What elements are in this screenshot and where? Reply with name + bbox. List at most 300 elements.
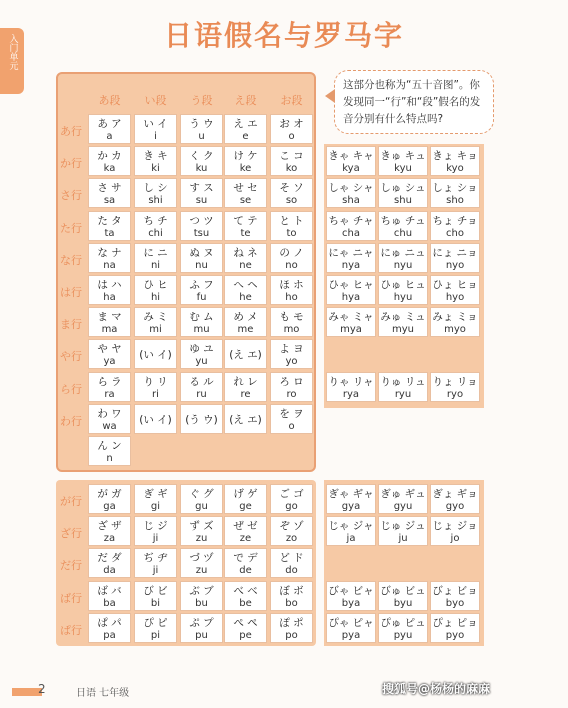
yoon-cell bbox=[326, 211, 376, 241]
kana-cell bbox=[134, 178, 177, 208]
kana-text: ぴょ ピョ bbox=[432, 616, 478, 629]
romaji-text: pyu bbox=[393, 629, 413, 641]
romaji-text: da bbox=[103, 565, 116, 577]
kana-text: ぶ ブ bbox=[189, 584, 214, 597]
romaji-text: ryu bbox=[394, 388, 412, 400]
kana-text: じゅ ジュ bbox=[380, 520, 426, 533]
romaji-text: ni bbox=[150, 259, 161, 271]
romaji-text: kya bbox=[342, 163, 360, 175]
kana-cell bbox=[224, 613, 267, 643]
romaji-text: kyo bbox=[446, 163, 464, 175]
romaji-text: hya bbox=[341, 292, 361, 303]
romaji-text: o bbox=[288, 131, 295, 142]
row-label: ざ行 bbox=[60, 527, 82, 541]
romaji-text: bo bbox=[285, 597, 298, 609]
row-label: ま行 bbox=[60, 318, 82, 332]
row-label: や行 bbox=[60, 350, 82, 364]
kana-cell bbox=[180, 339, 223, 369]
kana-text: へ ヘ bbox=[233, 279, 258, 291]
kana-cell bbox=[134, 146, 177, 176]
kana-cell bbox=[88, 146, 131, 176]
kana-cell bbox=[180, 581, 223, 611]
romaji-text: pu bbox=[195, 629, 208, 641]
kana-text: こ コ bbox=[279, 150, 304, 163]
romaji-text: ka bbox=[103, 163, 116, 175]
kana-text: ご ゴ bbox=[279, 488, 304, 500]
row-label: ば行 bbox=[60, 591, 82, 605]
kana-text: ちょ チョ bbox=[432, 214, 478, 227]
kana-text: きゃ キャ bbox=[328, 150, 374, 163]
kana-text: ん ン bbox=[97, 440, 122, 452]
kana-text: じょ ジョ bbox=[432, 520, 478, 533]
kana-cell bbox=[134, 404, 177, 434]
kana-text: る ル bbox=[189, 375, 214, 388]
kana-text: ひゅ ヒュ bbox=[380, 279, 426, 291]
romaji-text: gi bbox=[150, 501, 161, 512]
romaji-text: ta bbox=[104, 227, 115, 239]
kana-cell bbox=[134, 307, 177, 337]
kana-cell bbox=[134, 275, 177, 305]
yoon-cell bbox=[326, 484, 376, 514]
yoon-cell bbox=[430, 516, 480, 546]
kana-text: と ト bbox=[279, 214, 304, 227]
kana-text: ま マ bbox=[97, 311, 122, 324]
yoon-cell bbox=[430, 275, 480, 305]
kana-cell bbox=[270, 404, 313, 434]
romaji-text: ku bbox=[195, 163, 208, 175]
kana-cell bbox=[180, 275, 223, 305]
kana-cell bbox=[134, 484, 177, 514]
kana-cell bbox=[134, 211, 177, 241]
yoon-cell bbox=[326, 243, 376, 273]
kana-text: は ハ bbox=[97, 279, 122, 291]
romaji-text: ya bbox=[103, 356, 116, 368]
kana-cell bbox=[224, 211, 267, 241]
kana-text: ひゃ ヒャ bbox=[328, 279, 374, 291]
kana-text: の ノ bbox=[279, 246, 304, 259]
romaji-text: byo bbox=[445, 597, 465, 609]
kana-text: つ ツ bbox=[189, 214, 214, 227]
kana-text: て テ bbox=[233, 214, 258, 227]
row-label: な行 bbox=[60, 253, 82, 267]
kana-cell bbox=[224, 548, 267, 578]
kana-text: ひ ヒ bbox=[143, 279, 168, 291]
romaji-text: po bbox=[285, 629, 298, 641]
kana-cell bbox=[270, 275, 313, 305]
kana-text: べ ベ bbox=[233, 584, 258, 597]
kana-text: きょ キョ bbox=[432, 150, 478, 163]
romaji-text: ryo bbox=[446, 388, 464, 400]
row-label: わ行 bbox=[60, 414, 82, 428]
yoon-cell bbox=[326, 372, 376, 402]
romaji-text: hyu bbox=[393, 292, 413, 303]
kana-text: み ミ bbox=[143, 311, 168, 324]
romaji-text: no bbox=[285, 259, 298, 271]
romaji-text: rya bbox=[342, 388, 360, 400]
kana-text: ね ネ bbox=[233, 246, 258, 259]
kana-text: にゃ ニャ bbox=[328, 246, 374, 259]
yoon-cell bbox=[378, 484, 428, 514]
kana-text: ぺ ペ bbox=[233, 616, 258, 629]
kana-text: た タ bbox=[97, 214, 122, 227]
kana-text: ぢ ヂ bbox=[143, 552, 168, 565]
romaji-text: ra bbox=[104, 388, 115, 400]
kana-cell bbox=[180, 307, 223, 337]
romaji-text: sho bbox=[446, 195, 464, 207]
yoon-cell bbox=[326, 581, 376, 611]
kana-cell bbox=[180, 484, 223, 514]
kana-text: ぽ ポ bbox=[279, 616, 304, 629]
kana-text: が ガ bbox=[97, 488, 122, 500]
yoon-cell bbox=[378, 243, 428, 273]
kana-text: (え エ) bbox=[229, 349, 262, 362]
kana-text: りゅ リュ bbox=[380, 375, 426, 388]
kana-text: ぴゃ ピャ bbox=[328, 616, 374, 629]
romaji-text: mya bbox=[340, 324, 362, 336]
kana-cell bbox=[180, 114, 223, 144]
romaji-text: bu bbox=[195, 597, 208, 609]
kana-text: わ ワ bbox=[97, 407, 122, 420]
kana-cell bbox=[134, 339, 177, 369]
kana-cell bbox=[88, 484, 131, 514]
romaji-text: me bbox=[237, 324, 254, 336]
romaji-text: a bbox=[106, 131, 113, 142]
romaji-text: ju bbox=[398, 533, 408, 545]
kana-text: え エ bbox=[233, 118, 258, 130]
romaji-text: ru bbox=[196, 388, 207, 400]
kana-text: ぴ ピ bbox=[143, 616, 168, 629]
romaji-text: i bbox=[154, 131, 157, 142]
romaji-text: pe bbox=[239, 629, 252, 641]
row-label: ぱ行 bbox=[60, 623, 82, 637]
romaji-text: shi bbox=[148, 195, 163, 207]
romaji-text: de bbox=[239, 565, 252, 577]
romaji-text: gyu bbox=[393, 501, 413, 512]
kana-cell bbox=[134, 372, 177, 402]
romaji-text: byu bbox=[393, 597, 413, 609]
kana-text: ち チ bbox=[143, 214, 168, 227]
kana-cell bbox=[270, 114, 313, 144]
romaji-text: wa bbox=[102, 420, 117, 432]
kana-text: ふ フ bbox=[189, 279, 214, 291]
kana-cell bbox=[180, 243, 223, 273]
kana-text: い イ bbox=[143, 118, 168, 130]
romaji-text: yu bbox=[195, 356, 208, 368]
romaji-text: u bbox=[198, 131, 205, 142]
kana-cell bbox=[180, 372, 223, 402]
row-label: だ行 bbox=[60, 559, 82, 573]
kana-text: (え エ) bbox=[229, 413, 262, 426]
kana-cell bbox=[88, 114, 131, 144]
romaji-text: re bbox=[240, 388, 251, 400]
kana-text: ず ズ bbox=[189, 520, 214, 533]
romaji-text: zu bbox=[195, 565, 208, 577]
romaji-text: go bbox=[285, 501, 298, 512]
kana-text: れ レ bbox=[233, 375, 258, 388]
yoon-cell bbox=[430, 243, 480, 273]
row-label: は行 bbox=[60, 286, 82, 299]
watermark: 搜狐号@杨杨的麻麻 bbox=[382, 682, 491, 696]
kana-text: じ ジ bbox=[143, 520, 168, 533]
kana-cell bbox=[224, 307, 267, 337]
romaji-text: pi bbox=[150, 629, 161, 641]
romaji-text: ze bbox=[239, 533, 252, 545]
kana-cell bbox=[88, 243, 131, 273]
yoon-cell bbox=[430, 581, 480, 611]
romaji-text: ji bbox=[152, 533, 159, 545]
kana-cell bbox=[180, 548, 223, 578]
romaji-text: nyu bbox=[393, 259, 413, 271]
kana-text: か カ bbox=[97, 150, 122, 163]
kana-text: ら ラ bbox=[97, 375, 122, 388]
kana-cell bbox=[180, 211, 223, 241]
kana-text: ざ ザ bbox=[97, 520, 122, 533]
kana-text: び ビ bbox=[143, 584, 168, 597]
romaji-text: mu bbox=[193, 324, 210, 336]
romaji-text: do bbox=[285, 565, 298, 577]
romaji-text: gyo bbox=[445, 501, 465, 512]
kana-text: びゃ ビャ bbox=[328, 584, 374, 597]
kana-cell bbox=[224, 243, 267, 273]
romaji-text: pyo bbox=[445, 629, 465, 641]
kana-text: みょ ミョ bbox=[432, 311, 478, 324]
kana-text: しゅ シュ bbox=[380, 182, 426, 195]
row-label: ら行 bbox=[60, 382, 82, 396]
kana-cell bbox=[180, 613, 223, 643]
kana-cell bbox=[88, 307, 131, 337]
romaji-text: to bbox=[286, 227, 297, 239]
romaji-text: o bbox=[288, 420, 295, 432]
romaji-text: ke bbox=[239, 163, 252, 175]
romaji-text: pa bbox=[103, 629, 116, 641]
kana-text: びょ ビョ bbox=[432, 584, 478, 597]
kana-text: く ク bbox=[189, 150, 214, 163]
kana-cell bbox=[88, 436, 131, 466]
romaji-text: ne bbox=[239, 259, 252, 271]
kana-text: む ム bbox=[189, 311, 214, 324]
kana-text: ぎゃ ギャ bbox=[328, 488, 374, 500]
yoon-cell bbox=[430, 178, 480, 208]
kana-cell bbox=[224, 484, 267, 514]
kana-text: げ ゲ bbox=[233, 488, 258, 500]
kana-text: じゃ ジャ bbox=[328, 520, 374, 533]
romaji-text: mi bbox=[149, 324, 162, 336]
yoon-cell bbox=[326, 178, 376, 208]
kana-cell bbox=[88, 404, 131, 434]
kana-text: お オ bbox=[279, 118, 304, 130]
romaji-text: nu bbox=[195, 259, 208, 271]
kana-text: ぬ ヌ bbox=[189, 246, 214, 259]
unit-side-tab-label: 入门单元 bbox=[7, 34, 18, 70]
kana-text: さ サ bbox=[97, 182, 122, 195]
kana-text: ぼ ボ bbox=[279, 584, 304, 597]
kana-cell bbox=[270, 307, 313, 337]
kana-text: びゅ ビュ bbox=[380, 584, 426, 597]
kana-cell bbox=[224, 178, 267, 208]
romaji-text: hyo bbox=[445, 292, 465, 303]
romaji-text: ga bbox=[103, 501, 116, 512]
yoon-cell bbox=[430, 372, 480, 402]
page-number: 2 bbox=[38, 682, 46, 696]
kana-text: ぷ プ bbox=[189, 616, 214, 629]
kana-cell bbox=[270, 581, 313, 611]
yoon-cell bbox=[430, 146, 480, 176]
kana-text: きゅ キュ bbox=[380, 150, 426, 163]
kana-text: りょ リョ bbox=[432, 375, 478, 388]
kana-cell bbox=[224, 146, 267, 176]
kana-cell bbox=[88, 372, 131, 402]
romaji-text: n bbox=[106, 453, 113, 464]
kana-cell bbox=[88, 211, 131, 241]
kana-cell bbox=[224, 275, 267, 305]
romaji-text: yo bbox=[285, 356, 298, 368]
row-label: が行 bbox=[60, 495, 82, 508]
kana-text: りゃ リャ bbox=[328, 375, 374, 388]
kana-text: に ニ bbox=[143, 246, 168, 259]
kana-text: づ ヅ bbox=[189, 552, 214, 565]
kana-text: ぜ ゼ bbox=[233, 520, 258, 533]
romaji-text: na bbox=[103, 259, 116, 271]
kana-cell bbox=[270, 516, 313, 546]
yoon-cell bbox=[378, 372, 428, 402]
kana-text: あ ア bbox=[97, 118, 122, 130]
row-label: さ行 bbox=[60, 189, 82, 203]
yoon-cell bbox=[326, 275, 376, 305]
kana-cell bbox=[134, 548, 177, 578]
kana-cell bbox=[224, 372, 267, 402]
yoon-cell bbox=[430, 307, 480, 337]
page-title: 日语假名与罗马字 bbox=[163, 19, 404, 52]
romaji-text: gya bbox=[341, 501, 361, 512]
romaji-text: za bbox=[103, 533, 116, 545]
kana-text: ぞ ゾ bbox=[279, 520, 304, 533]
kana-text: ど ド bbox=[279, 552, 304, 565]
romaji-text: chu bbox=[393, 227, 413, 239]
kana-text: ぎゅ ギュ bbox=[380, 488, 426, 500]
romaji-text: pya bbox=[341, 629, 361, 641]
romaji-text: so bbox=[285, 195, 298, 207]
kana-text: め メ bbox=[233, 311, 258, 324]
kana-text: ほ ホ bbox=[279, 279, 304, 291]
kana-cell bbox=[134, 114, 177, 144]
kana-text: ちゅ チュ bbox=[380, 214, 426, 227]
kana-text: ゆ ユ bbox=[189, 343, 214, 356]
yoon-cell bbox=[378, 146, 428, 176]
kana-text: (い イ) bbox=[139, 413, 172, 426]
kana-cell bbox=[88, 613, 131, 643]
dan-header: あ段 bbox=[98, 94, 121, 107]
kana-cell bbox=[134, 581, 177, 611]
romaji-text: ge bbox=[239, 501, 252, 512]
yoon-cell bbox=[378, 516, 428, 546]
kana-cell bbox=[270, 146, 313, 176]
romaji-text: nya bbox=[341, 259, 361, 271]
kana-text: ろ ロ bbox=[279, 375, 304, 388]
romaji-text: shu bbox=[394, 195, 412, 207]
kana-cell bbox=[270, 484, 313, 514]
romaji-text: ri bbox=[152, 388, 159, 400]
romaji-text: ji bbox=[152, 565, 159, 577]
kana-cell bbox=[88, 516, 131, 546]
kana-text: や ヤ bbox=[97, 343, 122, 356]
kana-cell bbox=[224, 581, 267, 611]
kana-cell bbox=[134, 613, 177, 643]
kana-cell bbox=[88, 581, 131, 611]
romaji-text: se bbox=[239, 195, 252, 207]
romaji-text: cho bbox=[446, 227, 464, 239]
yoon-cell bbox=[326, 146, 376, 176]
romaji-text: myo bbox=[444, 324, 466, 336]
kana-cell bbox=[270, 613, 313, 643]
romaji-text: ho bbox=[285, 292, 298, 303]
yoon-cell bbox=[378, 275, 428, 305]
kana-text: にゅ ニュ bbox=[380, 246, 426, 259]
romaji-text: bya bbox=[341, 597, 361, 609]
kana-text: ば バ bbox=[97, 584, 122, 597]
kana-text: ぎ ギ bbox=[143, 488, 168, 500]
row-label: あ行 bbox=[60, 125, 82, 138]
kana-text: みゅ ミュ bbox=[380, 311, 426, 324]
kana-cell bbox=[224, 339, 267, 369]
kana-text: しょ ショ bbox=[432, 182, 478, 195]
kana-cell bbox=[270, 372, 313, 402]
romaji-text: mo bbox=[283, 324, 300, 336]
kana-text: しゃ シャ bbox=[328, 182, 374, 195]
romaji-text: ki bbox=[151, 163, 160, 175]
kana-text: みゃ ミャ bbox=[328, 311, 374, 324]
romaji-text: myu bbox=[392, 324, 414, 336]
kana-text: け ケ bbox=[233, 150, 258, 163]
romaji-text: ba bbox=[103, 597, 116, 609]
romaji-text: bi bbox=[150, 597, 161, 609]
yoon-cell bbox=[430, 613, 480, 643]
romaji-text: kyu bbox=[394, 163, 412, 175]
romaji-text: jo bbox=[450, 533, 460, 545]
kana-cell bbox=[180, 178, 223, 208]
kana-text: ちゃ チャ bbox=[328, 214, 374, 227]
dan-header: え段 bbox=[234, 94, 257, 107]
note-bubble: 这部分也称为“五十音图”。你发现同一“行”和“段”假名的发音分别有什么特点吗? bbox=[334, 70, 494, 134]
yoon-cell bbox=[326, 516, 376, 546]
romaji-text: e bbox=[242, 131, 249, 142]
kana-text: (い イ) bbox=[139, 349, 172, 362]
yoon-cell bbox=[378, 178, 428, 208]
kana-text: き キ bbox=[143, 150, 168, 163]
yoon-cell bbox=[430, 211, 480, 241]
kana-cell bbox=[88, 275, 131, 305]
yoon-cell bbox=[378, 613, 428, 643]
yoon-cell bbox=[326, 613, 376, 643]
kana-cell bbox=[88, 548, 131, 578]
romaji-text: nyo bbox=[445, 259, 465, 271]
row-label: か行 bbox=[60, 157, 82, 171]
kana-text: を ヲ bbox=[279, 407, 304, 420]
kana-text: ひょ ヒョ bbox=[432, 279, 478, 291]
yoon-cell bbox=[378, 211, 428, 241]
kana-cell bbox=[270, 243, 313, 273]
dan-header: お段 bbox=[280, 94, 303, 107]
romaji-text: zu bbox=[195, 533, 208, 545]
kana-cell bbox=[88, 339, 131, 369]
romaji-text: zo bbox=[285, 533, 298, 545]
kana-cell bbox=[224, 404, 267, 434]
kana-text: ぎょ ギョ bbox=[432, 488, 478, 500]
kana-cell bbox=[270, 178, 313, 208]
kana-text: にょ ニョ bbox=[432, 246, 478, 259]
kana-cell bbox=[134, 243, 177, 273]
kana-cell bbox=[270, 339, 313, 369]
kana-cell bbox=[270, 211, 313, 241]
